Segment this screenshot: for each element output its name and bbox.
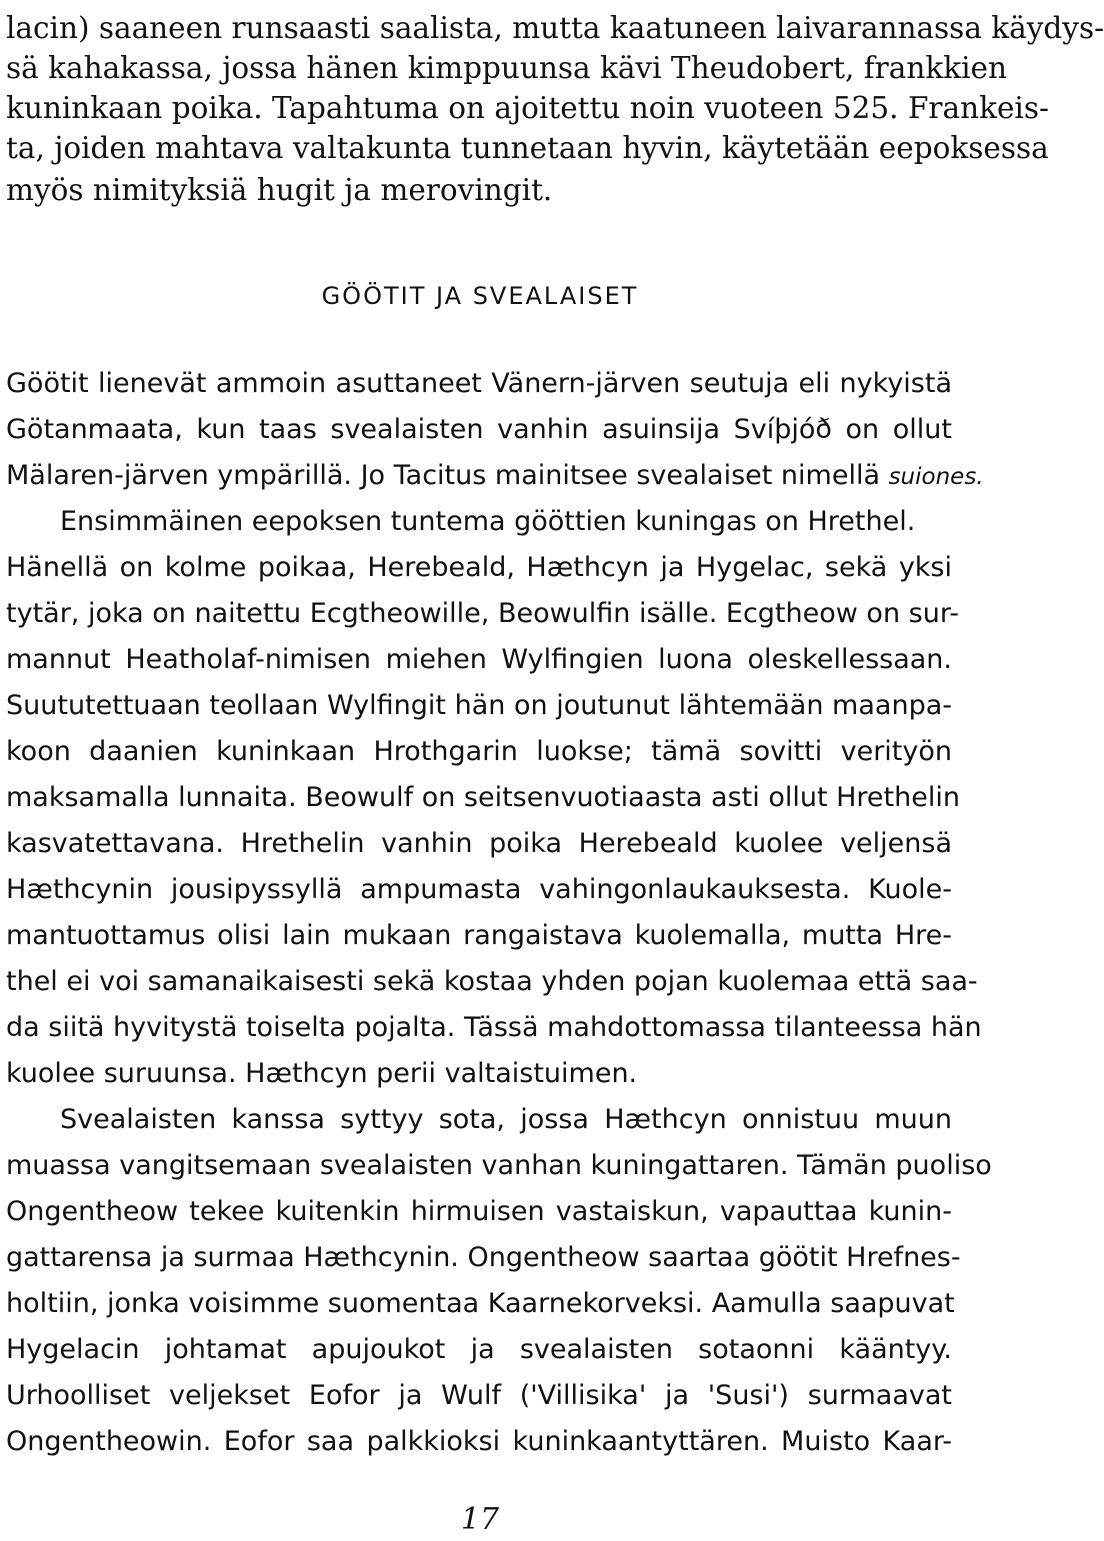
text-line: kuninkaan poika. Tapahtuma on ajoitettu noin vuoteen 525. Frankeis- bbox=[6, 91, 1049, 125]
text-line: Hygelacin johtamat apujoukot ja svealaisten sotaonni kääntyy. bbox=[6, 1334, 952, 1365]
text-line: Hänellä on kolme poikaa, Herebeald, Hæthcyn ja Hygelac, sekä yksi bbox=[6, 552, 952, 583]
text-line: holtiin, jonka voisimme suomentaa Kaarnekorveksi. Aamulla saapuvat bbox=[6, 1288, 955, 1319]
text-line: Ongentheowin. Eofor saa palkkioksi kuninkaantyttären. Muisto Kaar- bbox=[6, 1426, 952, 1457]
text-line: gattarensa ja surmaa Hæthcynin. Ongentheow saartaa göötit Hrefnes- bbox=[6, 1242, 961, 1273]
text-line: lacin) saaneen runsaasti saalista, mutta kaatuneen laivarannassa käydys- bbox=[6, 11, 1104, 45]
paragraph-start: Ensimmäinen eepoksen tuntema gööttien kuningas on Hrethel. bbox=[60, 506, 916, 537]
text-line: mannut Heatholaf-nimisen miehen Wylfingien luona oleskellessaan. bbox=[6, 644, 952, 675]
text-line: Hæthcynin jousipyssyllä ampumasta vahingonlaukauksesta. Kuole- bbox=[6, 874, 952, 905]
text-line: koon daanien kuninkaan Hrothgarin luokse; tämä sovitti verityön bbox=[6, 736, 952, 767]
text-line: Götanmaata, kun taas svealaisten vanhin asuinsija Svíþjóð on ollut bbox=[6, 414, 952, 445]
text-line: ta, joiden mahtava valtakunta tunnetaan hyvin, käytetään eepoksessa bbox=[6, 131, 1049, 165]
text-line: muassa vangitsemaan svealaisten vanhan kuningattaren. Tämän puoliso bbox=[6, 1150, 992, 1181]
text-line: kasvatettavana. Hrethelin vanhin poika Herebeald kuolee veljensä bbox=[6, 828, 952, 859]
text-line: sä kahakassa, jossa hänen kimppuunsa kävi Theudobert, frankkien bbox=[6, 51, 1007, 85]
text-line: Göötit lienevät ammoin asuttaneet Vänern-järven seutuja eli nykyistä bbox=[6, 368, 952, 399]
section-heading: GÖÖTIT JA SVEALAISET bbox=[321, 282, 639, 310]
latin-term: suiones. bbox=[888, 464, 984, 490]
text-line: myös nimityksiä hugit ja merovingit. bbox=[6, 173, 553, 207]
text-line: thel ei voi samanaikaisesti sekä kostaa yhden pojan kuolemaa että saa- bbox=[6, 966, 978, 997]
text-line: Urhoolliset veljekset Eofor ja Wulf ('Villisika' ja 'Susi') surmaavat bbox=[6, 1380, 952, 1411]
text-segment: Mälaren-järven ympärillä. Jo Tacitus mainitsee svealaiset nimellä bbox=[6, 460, 889, 491]
text-line: Suututettuaan teollaan Wylfingit hän on joutunut lähtemään maanpa- bbox=[6, 690, 952, 721]
text-line: mantuottamus olisi lain mukaan rangaistava kuolemalla, mutta Hre- bbox=[6, 920, 952, 951]
page-number: 17 bbox=[460, 1502, 500, 1537]
text-line: maksamalla lunnaita. Beowulf on seitsenvuotiaasta asti ollut Hrethelin bbox=[6, 782, 960, 813]
text-line: da siitä hyvitystä toiselta pojalta. Tässä mahdottomassa tilanteessa hän bbox=[6, 1012, 982, 1043]
text-line: Ongentheow tekee kuitenkin hirmuisen vastaiskun, vapauttaa kunin- bbox=[6, 1196, 952, 1227]
text-line bbox=[6, 456, 984, 496]
text-line: tytär, joka on naitettu Ecgtheowille, Beowulfin isälle. Ecgtheow on sur- bbox=[6, 598, 959, 629]
text-line: kuolee suruunsa. Hæthcyn perii valtaistuimen. bbox=[6, 1058, 638, 1089]
paragraph-start: Svealaisten kanssa syttyy sota, jossa Hæthcyn onnistuu muun bbox=[60, 1104, 952, 1135]
